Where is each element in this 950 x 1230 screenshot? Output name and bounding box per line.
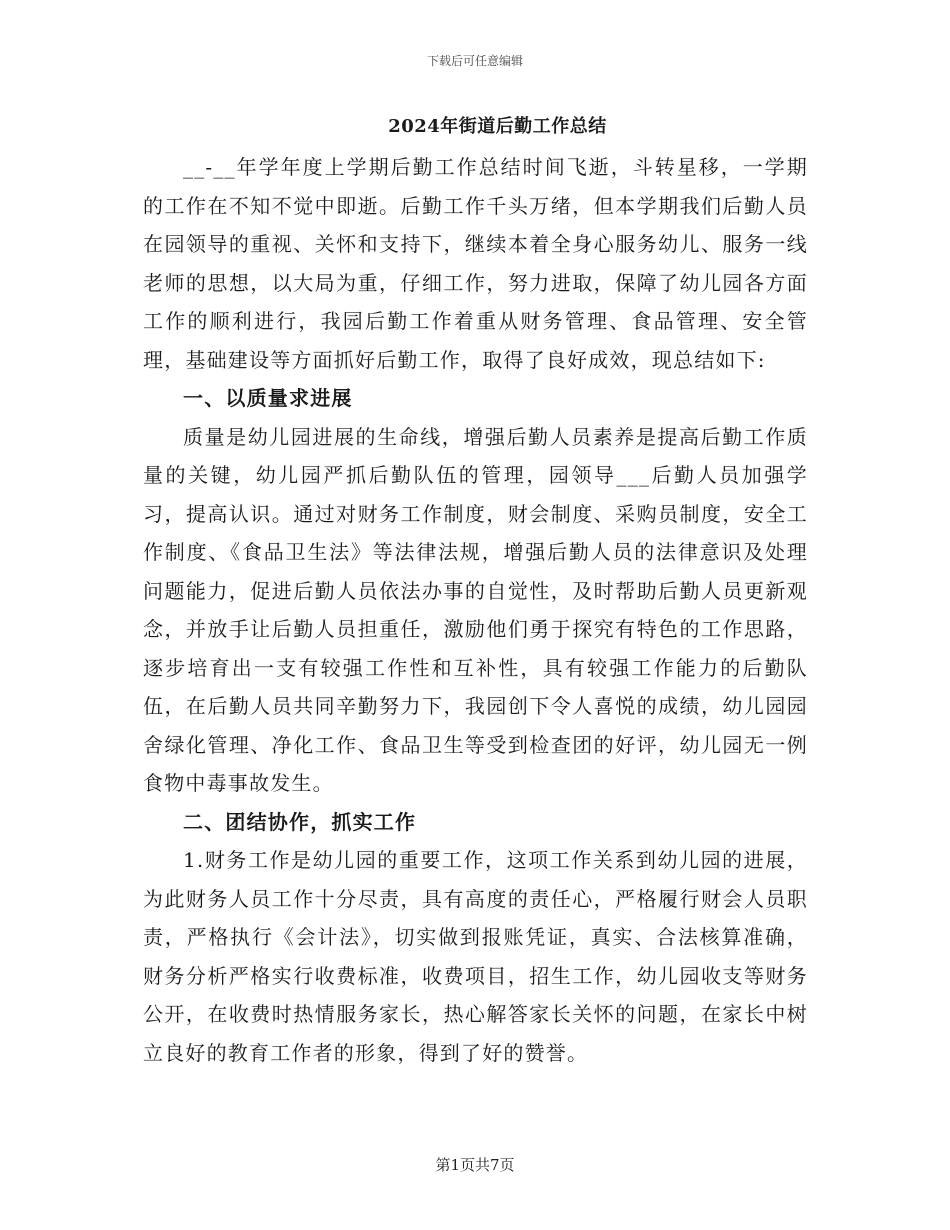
- intro-paragraph: __-__年学年度上学期后勤工作总结时间飞逝，斗转星移，一学期的工作在不知不觉中即逝。后勤工作千头万绪，但本学期我们后勤人员在园领导的重视、关怀和支持下，继续本着全身心服务幼儿、服务一线老师的思想，以大局为重，仔细工作，努力进取，保障了幼儿园各方面工作的顺利进行，我园后勤工作着重从财务管理、食品管理、安全管理，基础建设等方面抓好后勤工作，取得了良好成效，现总结如下:: [143, 155, 808, 372]
- section-heading-2: 二、团结协作，抓实工作: [183, 809, 417, 834]
- document-body: [143, 148, 808, 1072]
- section-heading-1: 一、以质量求进展: [183, 386, 353, 410]
- page-header-note: 下载后可任意编辑: [426, 54, 523, 68]
- section-1-paragraph: 质量是幼儿园进展的生命线，增强后勤人员素养是提高后勤工作质量的关键，幼儿园严抓后勤队伍的管理，园领导___后勤人员加强学习，提高认识。通过对财务工作制度，财会制度、采购员制度，安全工作制度、《食品卫生法》等法律法规，增强后勤人员的法律意识及处理问题能力，促进后勤人员依法办事的自觉性，及时帮助后勤人员更新观念，并放手让后勤人员担重任，激励他们勇于探究有特色的工作思路，逐步培育出一支有较强工作性和互补性，具有较强工作能力的后勤队伍，在后勤人员共同辛勤努力下，我园创下令人喜悦的成绩，幼儿园园舍绿化管理、净化工作、食品卫生等受到检查团的好评，幼儿园无一例食物中毒事故发生。: [143, 424, 808, 795]
- page-number-footer: 第1页共7页: [435, 1156, 515, 1174]
- section-2-item-1-paragraph: 1.财务工作是幼儿园的重要工作，这项工作关系到幼儿园的进展，为此财务人员工作十分尽责，具有高度的责任心，严格履行财会人员职责，严格执行《会计法》，切实做到报账凭证，真实、合法核算准确，财务分析严格实行收费标准，收费项目，招生工作，幼儿园收支等财务公开，在收费时热情服务家长，热心解答家长关怀的问题，在家长中树立良好的教育工作者的形象，得到了好的赞誉。: [143, 848, 808, 1065]
- document-title: 2024年街道后勤工作总结: [388, 116, 607, 137]
